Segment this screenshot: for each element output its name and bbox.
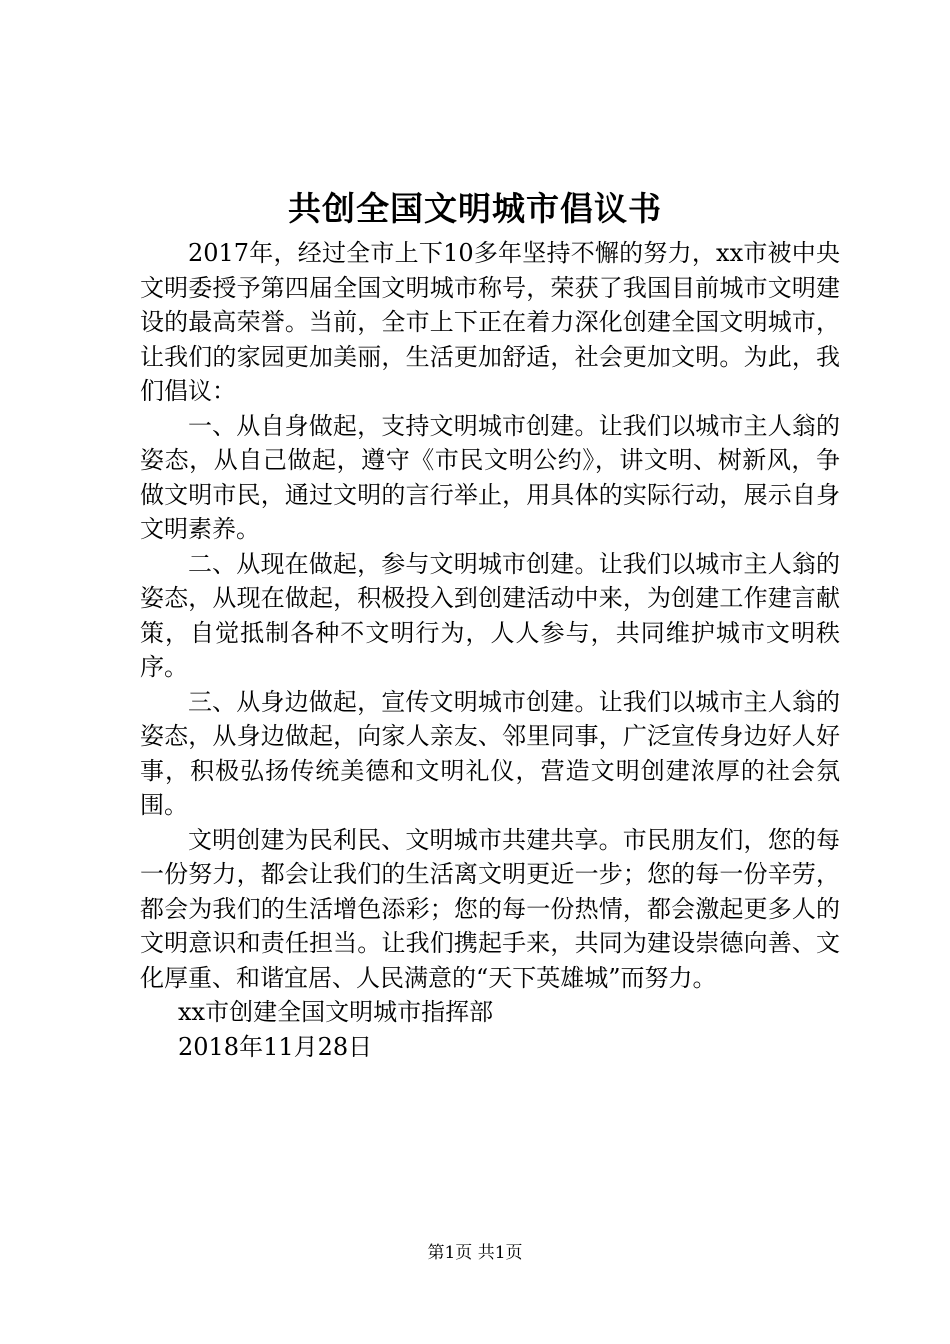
- document-body: [140, 236, 840, 1064]
- page-number-footer: 第1页 共1页: [427, 1243, 523, 1263]
- paragraph-proposal-2: 二、从现在做起，参与文明城市创建。让我们以城市主人翁的姿态，从现在做起，积极投入到创建活动中来，为创建工作建言献策，自觉抵制各种不文明行为，人人参与，共同维护城市文明秩序。: [140, 549, 840, 681]
- signature-line: xx市创建全国文明城市指挥部: [178, 998, 494, 1026]
- paragraph-closing: 文明创建为民利民、文明城市共建共享。市民朋友们，您的每一份努力，都会让我们的生活离文明更近一步；您的每一份辛劳，都会为我们的生活增色添彩；您的每一份热情，都会激起更多人的文明意识和责任担当。让我们携起手来，共同为建设崇德向善、文化厚重、和谐宜居、人民满意的“天下英雄城”而努力。: [140, 825, 840, 992]
- paragraph-proposal-3: 三、从身边做起，宣传文明城市创建。让我们以城市主人翁的姿态，从身边做起，向家人亲友、邻里同事，广泛宣传身边好人好事，积极弘扬传统美德和文明礼仪，营造文明创建浓厚的社会氛围。: [140, 687, 840, 819]
- paragraph-intro: 2017年，经过全市上下10多年坚持不懈的努力，xx市被中央文明委授予第四届全国文明城市称号，荣获了我国目前城市文明建设的最高荣誉。当前，全市上下正在着力深化创建全国文明城市，让我们的家园更加美丽，生活更加舒适，社会更加文明。为此，我们倡议：: [140, 239, 840, 405]
- date-line: 2018年11月28日: [178, 1032, 373, 1061]
- paragraph-proposal-1: 一、从自身做起，支持文明城市创建。让我们以城市主人翁的姿态，从自己做起，遵守《市民文明公约》，讲文明、树新风，争做文明市民，通过文明的言行举止，用具体的实际行动，展示自身文明素养。: [140, 411, 840, 543]
- document-title: 共创全国文明城市倡议书: [288, 189, 662, 228]
